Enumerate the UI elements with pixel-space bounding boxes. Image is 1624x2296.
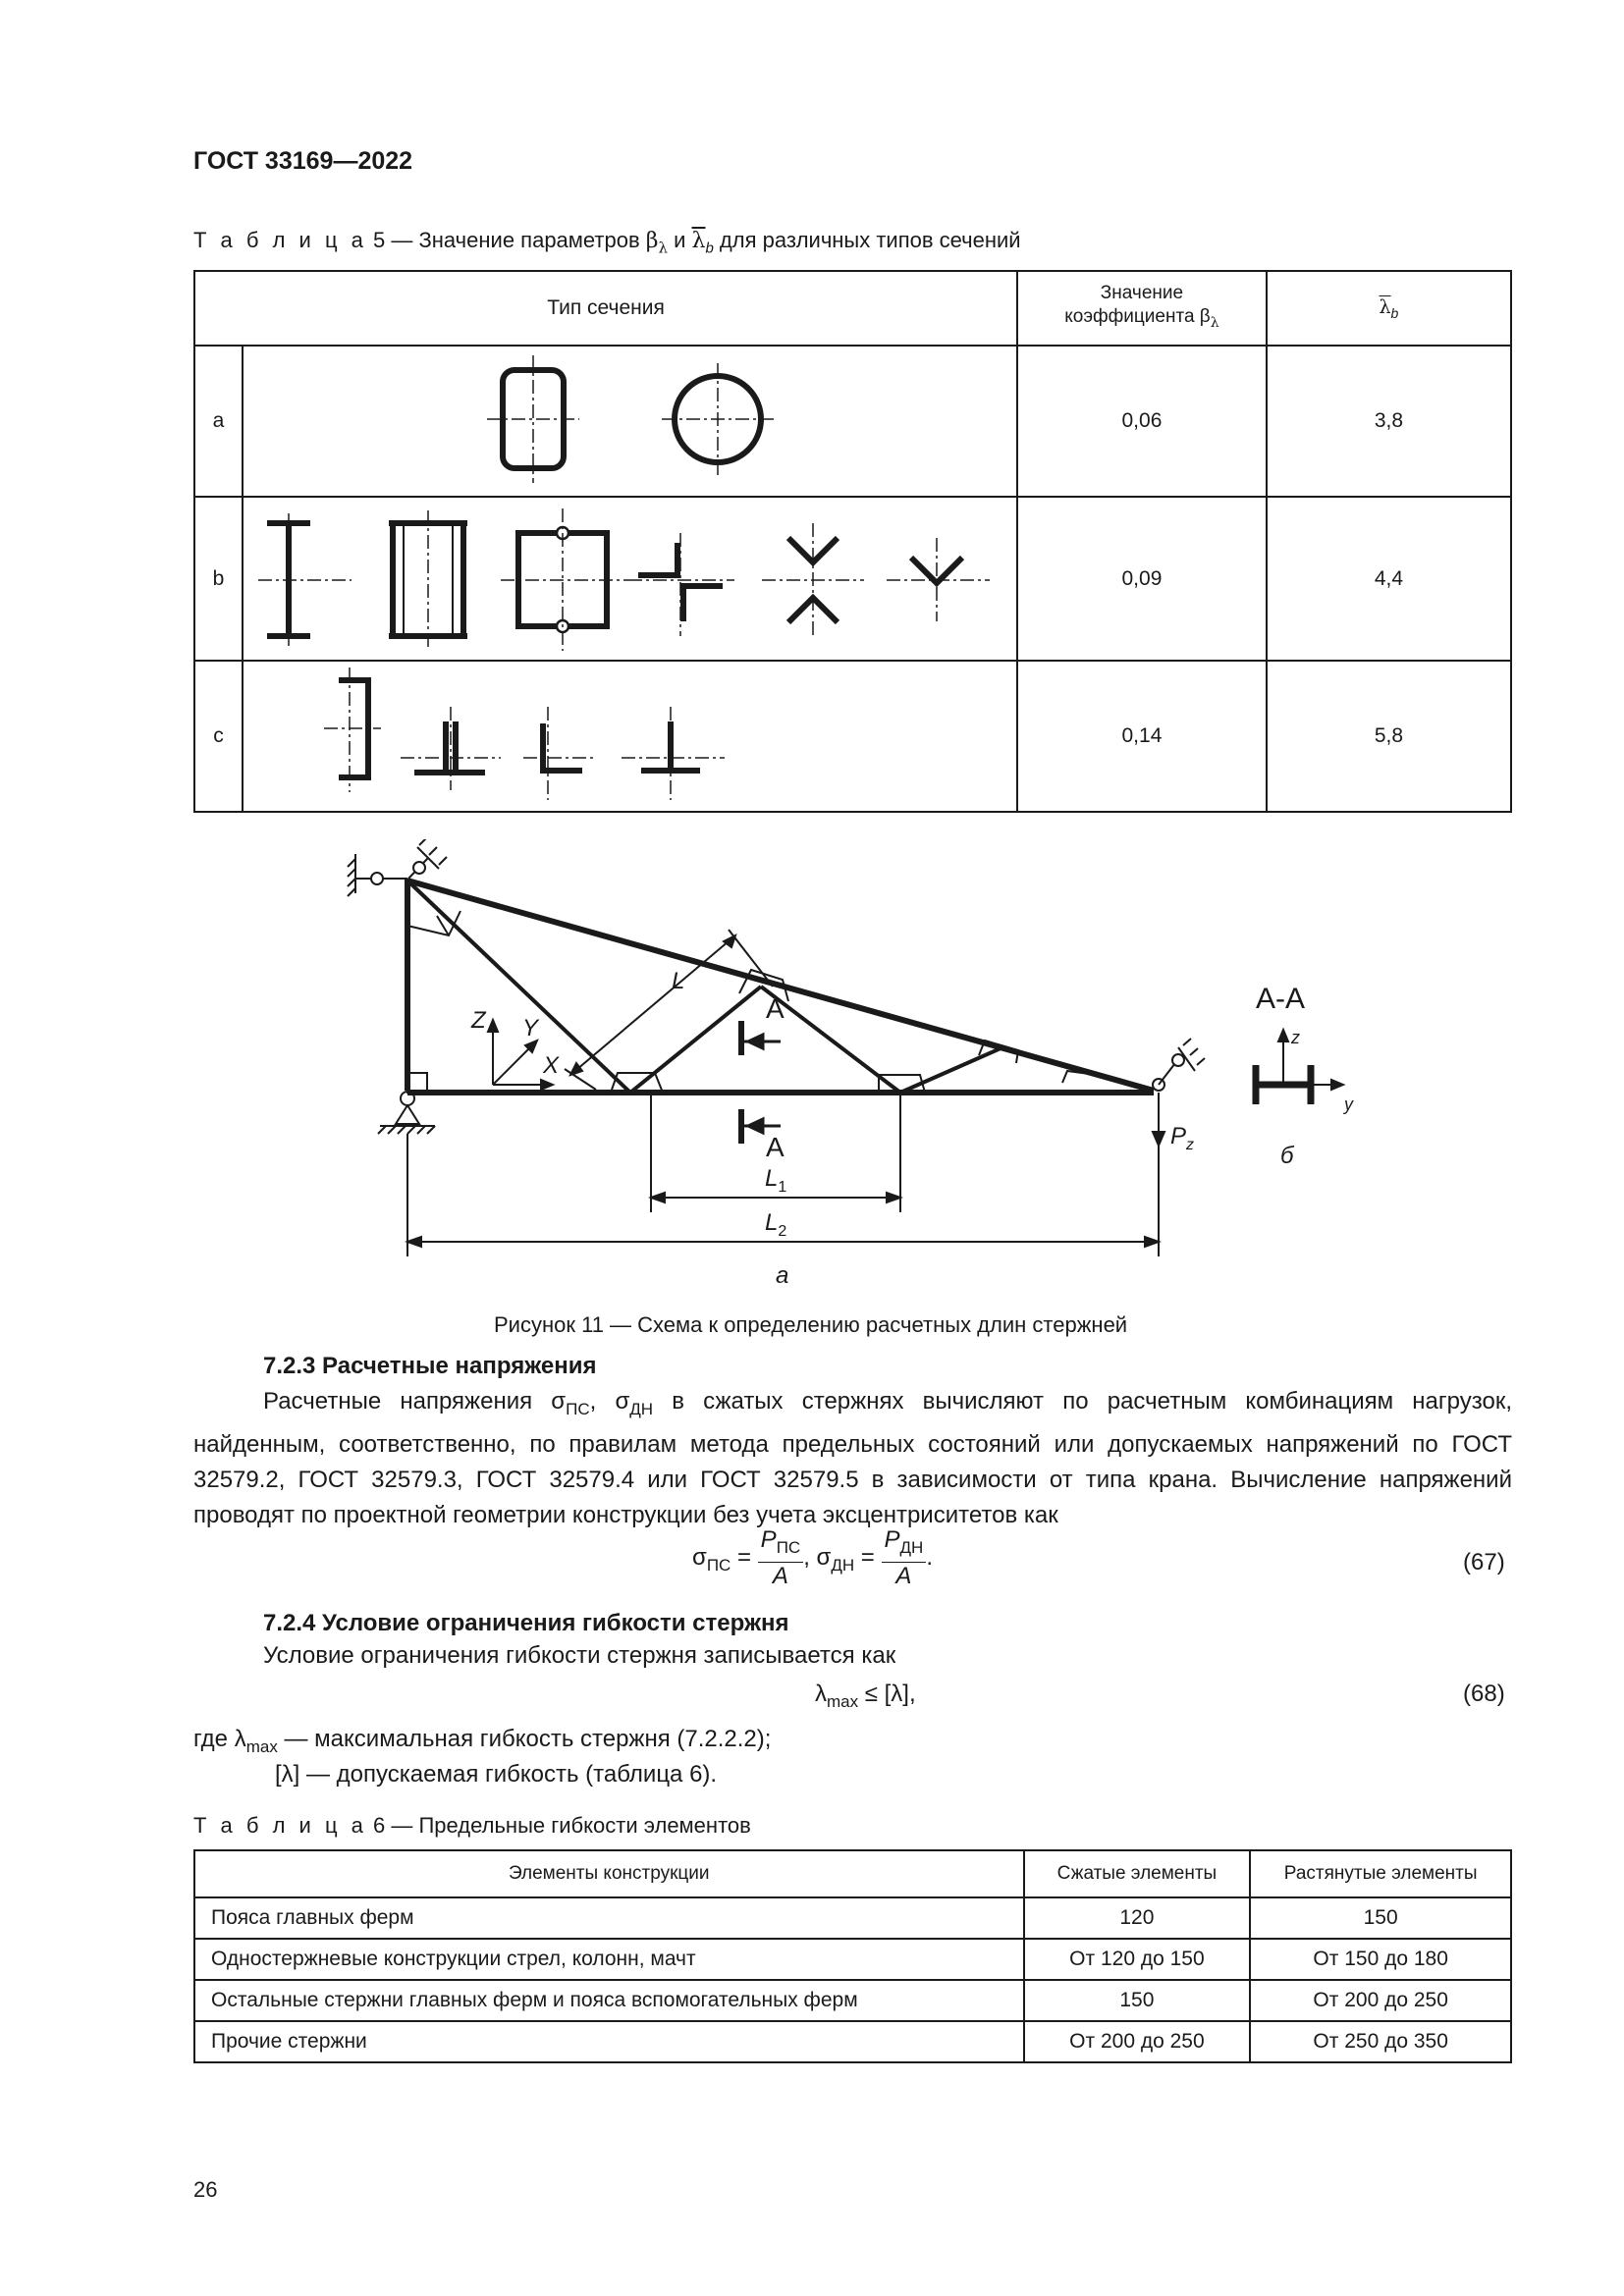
formula-68-number: (68) [1463,1681,1505,1707]
page-number: 26 [193,2177,218,2202]
table-cell: От 150 до 180 [1250,1939,1511,1980]
label-A-bottom: A [766,1132,785,1162]
table-row [194,661,1511,812]
lambda-value: 4,4 [1267,497,1511,661]
label-L: L [672,968,685,994]
table-cell: Пояса главных ферм [194,1897,1024,1939]
section-label-z: z [1291,1028,1300,1047]
truss-diagonals [407,881,1001,1093]
t-and-channel-sections-drawing [244,663,1016,810]
label-Z: Z [471,1007,486,1034]
table-row [194,2021,1511,2062]
label-b: б [1280,1143,1294,1169]
lambda-value: 5,8 [1267,661,1511,812]
section-type-label: c [194,661,243,812]
section-aa-title: А-А [1256,983,1306,1015]
double-tee-section [414,721,485,773]
section-drawings-c [243,661,1017,812]
table-cell: Остальные стержни главных ферм и пояса вспомогательных ферм [194,1980,1024,2021]
label-X: X [543,1052,560,1079]
coef-value: 0,14 [1017,661,1267,812]
label-L2: $L_2$ [765,1209,787,1240]
table6-header-row [194,1850,1511,1897]
section-7-2-3-paragraph: Расчетные напряжения $\sigma_{ПС}$, $\sigma_{ДН}$ в сжатых стержнях вычисляют по расчетным комбинациям нагрузок, найденным, соответственно, по правилам метода предельных состояний или допускаемых напряжений по ГОСТ 32579.2, ГОСТ 32579.3, ГОСТ 32579.4 или ГОСТ 32579.5 в зависимости от типа крана. Вычисление напряжений проводят по проектной геометрии конструкции без учета эксцентриситетов как [193,1388,1512,1528]
table-row [194,346,1511,497]
table6-caption: Т а б л и ц а 6 — Предельные гибкости элементов [193,1813,751,1838]
table6 [193,1849,1512,2063]
table-row [194,1897,1511,1939]
where-line-2: [λ] — допускаемая гибкость (таблица 6). [275,1761,718,1788]
table-row [194,1980,1511,2021]
table5-caption: Т а б л и ц а 5 — Значение параметров $\beta_\lambda$ и $\overline{\lambda}_b$ для различных типов сечений [193,228,1021,257]
angle-section [543,723,582,771]
section-drawings-b [243,497,1017,661]
table-row [194,1939,1511,1980]
section-7-2-4-heading: 7.2.4 Условие ограничения гибкости стержня [263,1610,789,1636]
gusset-plates [407,911,1097,1093]
section-7-2-3-heading: 7.2.3 Расчетные напряжения [263,1353,597,1379]
coef-value: 0,09 [1017,497,1267,661]
where-line-1: где $\lambda_{max}$ — максимальная гибкость стержня (7.2.2.2); [193,1726,772,1756]
formula-67-number: (67) [1463,1549,1505,1575]
bottom-left-support [378,1092,435,1134]
figure-11-caption: Рисунок 11 — Схема к определению расчетных длин стержней [494,1312,1128,1337]
table-cell: 150 [1250,1897,1511,1939]
table-row [194,497,1511,661]
figure-11-truss-scheme [193,839,1512,1293]
table-cell: Прочие стержни [194,2021,1024,2062]
label-A-top: A [766,993,785,1024]
table5-col-coef: Значение коэффициента $\beta_\lambda$ [1017,271,1267,346]
label-Y: Y [522,1015,539,1041]
section-type-label: a [194,346,243,497]
table-cell: 120 [1024,1897,1251,1939]
load-arrow [1153,1093,1164,1146]
lambda-value: 3,8 [1267,346,1511,497]
table6-col-compressed: Сжатые элементы [1024,1850,1251,1897]
section-7-2-4-paragraph: Условие ограничения гибкости стержня записывается как [263,1642,896,1669]
label-L1: $L_1$ [765,1165,787,1196]
table-cell: Одностержневые конструкции стрел, колонн, мачт [194,1939,1024,1980]
table6-col-elements: Элементы конструкции [194,1850,1024,1897]
section-type-label: b [194,497,243,661]
table5-header-row [194,271,1511,346]
table-cell: От 250 до 350 [1250,2021,1511,2062]
table5-col-lambda: $\overline{\lambda}_b$ [1267,271,1511,346]
table-cell: От 200 до 250 [1250,1980,1511,2021]
open-sections-drawing [244,499,1016,659]
table-cell: От 120 до 150 [1024,1939,1251,1980]
label-Pz: $P_z$ [1170,1123,1195,1153]
table-cell: От 200 до 250 [1024,2021,1251,2062]
table6-col-tensioned: Растянутые элементы [1250,1850,1511,1897]
table-cell: 150 [1024,1980,1251,2021]
formula-67: $\sigma_{ПС}$ = $\frac{P_{ПС}}{A}$ , $\sigma_{ДН}$ = $\frac{P_{ДН}}{A}$ . [692,1526,933,1589]
document-id: ГОСТ 33169—2022 [193,147,413,175]
label-a: а [776,1262,789,1289]
section-label-y: y [1344,1095,1353,1114]
section-drawings-a [243,346,1017,497]
formula-68: $\lambda_{max} \le [\lambda]$, [815,1681,916,1711]
right-support [1153,1039,1205,1091]
closed-sections-drawing [244,347,1016,495]
table5-col-type: Тип сечения [194,271,1017,346]
coef-value: 0,06 [1017,346,1267,497]
table5 [193,270,1512,813]
